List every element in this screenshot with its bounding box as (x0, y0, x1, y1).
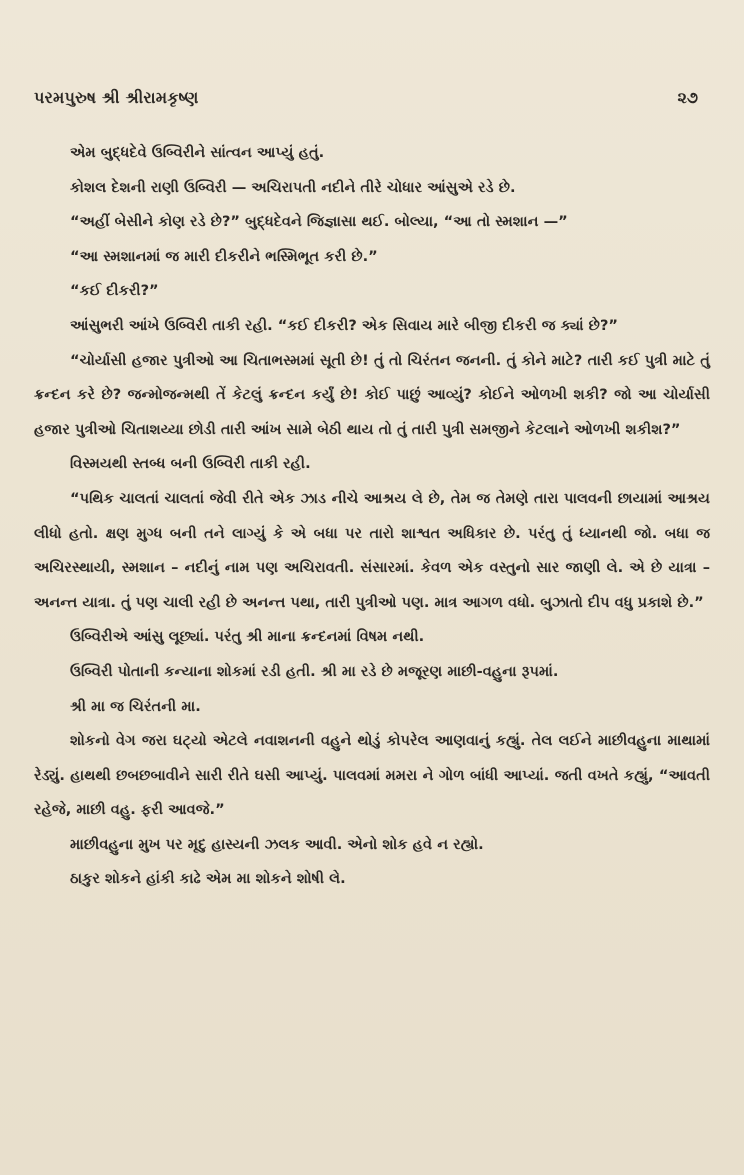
paragraph: ઉબ્વિરીએ આંસુ લૂછ્યાં. પરંતુ શ્રી માના ક્રન્દનમાં વિષમ નથી. (70, 628, 425, 646)
body-text (34, 136, 710, 897)
running-head: પરમપુરુષ શ્રી શ્રીરામકૃષ્ણ (34, 88, 199, 107)
page-number: ૨૭ (677, 88, 698, 107)
paragraph: કોશલ દેશની રાણી ઉબ્વિરી — અચિરાપતી નદીને તીરે ચોધાર આંસુએ રડે છે. (70, 178, 516, 196)
paragraph: એમ બુદ્ધદેવે ઉબ્વિરીને સાંત્વન આપ્યું હતું. (70, 144, 325, 161)
paragraph: ઠાકુર શોકને હાંકી કાઢે એમ મા શોકને શોષી લે. (70, 870, 346, 888)
paragraph: માછીવહુના મુખ પર મૃદુ હાસ્યની ઝલક આવી. એનો શોક હવે ન રહ્યો. (70, 835, 484, 853)
paragraph: શ્રી મા જ ચિરંતની મા. (70, 697, 201, 715)
paragraph: શોકનો વેગ જરા ઘટ્યો એટલે નવાશનની વહુને થોડું કોપરેલ આણવાનું કહ્યું. તેલ લઈને માછીવહુના માથામાં રેડ્યું. હાથથી છબછબાવીને સારી રીતે ઘસી આપ્યું. પાલવમાં મમરા ને ગોળ બાંધી આપ્યાં. જતી વખતે કહ્યું, “આવતી રહેજે, માછી વહુ. ફરી આવજે.” (34, 732, 710, 819)
paragraph: “કઈ દીકરી?” (70, 282, 159, 300)
paragraph: “આ સ્મશાનમાં જ મારી દીકરીને ભસ્મિભૂત કરી છે.” (70, 247, 378, 265)
paragraph: ઉબ્વિરી પોતાની કન્યાના શોકમાં રડી હતી. શ્રી મા રડે છે મજૂરણ માછી-વહુના રૂપમાં. (70, 662, 559, 680)
paragraph: “ચોર્યાસી હજાર પુત્રીઓ આ ચિતાભસ્મમાં સૂતી છે! તું તો ચિરંતન જનની. તું કોને માટે? તારી કઈ પુત્રી માટે તું ક્રન્દન કરે છે? જન્મોજન્મથી તેં કેટલું ક્રન્દન કર્યું છે! કોઈ પાછું આવ્યું? કોઈને ઓળખી શકી? જો આ ચોર્યાસી હજાર પુત્રીઓ ચિતાશય્યા છોડી તારી આંખ સામે બેઠી થાય તો તું તારી પુત્રી સમજીને કેટલાને ઓળખી શકીશ?” (34, 351, 710, 438)
paragraph: “અહીં બેસીને કોણ રડે છે?” બુદ્ધદેવને જિજ્ઞાસા થઈ. બોલ્યા, “આ તો સ્મશાન —” (70, 213, 568, 231)
page-header (34, 88, 710, 122)
paragraph: “પથિક ચાલતાં ચાલતાં જેવી રીતે એક ઝાડ નીચે આશ્રય લે છે, તેમ જ તેમણે તારા પાલવની છાયામાં આશ્રય લીધો હતો. ક્ષણ મુગ્ધ બની તને લાગ્યું કે એ બધા પર તારો શાશ્વત અધિકાર છે. પરંતુ તું ધ્યાનથી જો. બધા જ અચિરસ્થાયી, સ્મશાન – નદીનું નામ પણ અચિરાવતી. સંસારમાં. કેવળ એક વસ્તુનો સાર જાણી લે. એ છે યાત્રા – અનન્ત યાત્રા. તું પણ ચાલી રહી છે અનન્ત પથા, તારી પુત્રીઓ પણ. માત્ર આગળ વધો. બુઝાતો દીપ વધુ પ્રકાશે છે.” (34, 489, 710, 611)
paragraph: વિસ્મયથી સ્તબ્ધ બની ઉબ્વિરી તાકી રહી. (70, 455, 311, 473)
paragraph: આંસુભરી આંખે ઉબ્વિરી તાકી રહી. “કઈ દીકરી? એક સિવાય મારે બીજી દીકરી જ ક્યાં છે?” (70, 316, 619, 334)
